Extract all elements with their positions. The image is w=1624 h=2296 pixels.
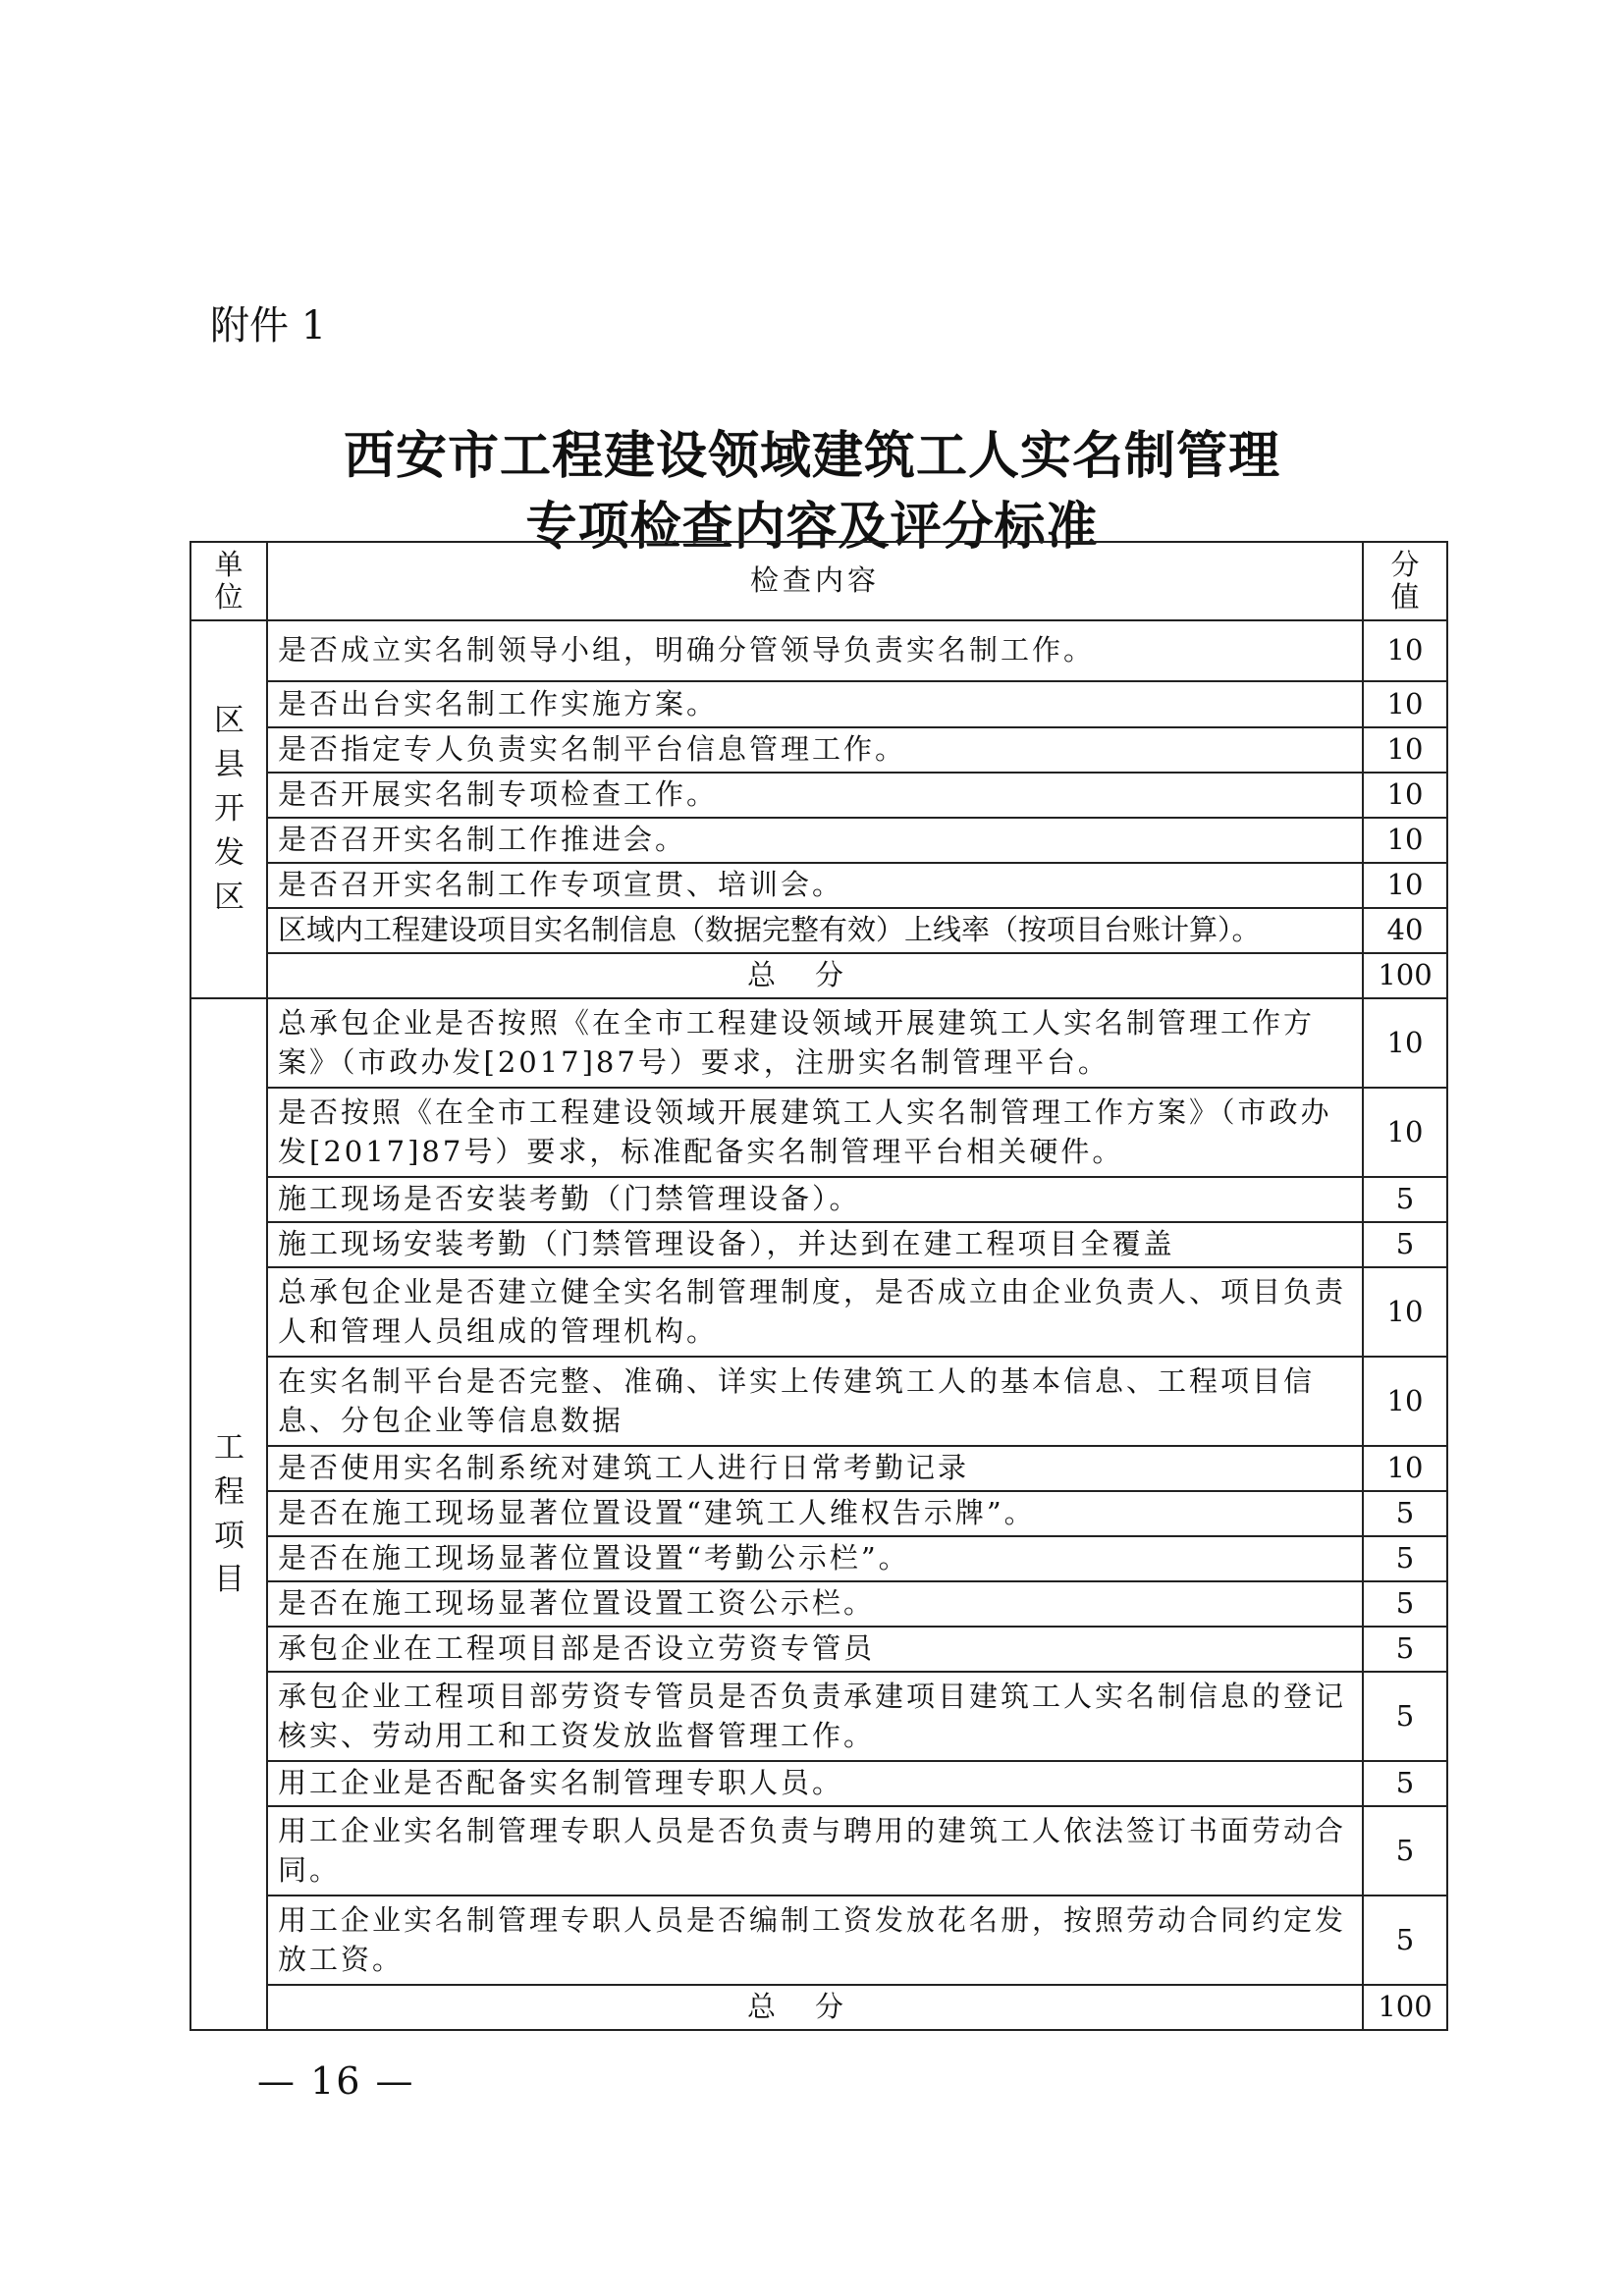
header-content: 检查内容 [267,542,1363,620]
row-score: 5 [1363,1896,1447,1985]
table-row [190,620,1447,681]
table-header-row [190,542,1447,620]
table-row [190,863,1447,908]
table-row [190,1357,1447,1446]
row-score: 10 [1363,681,1447,727]
row-score: 10 [1363,998,1447,1088]
table-row [190,1177,1447,1222]
row-content: 是否在施工现场显著位置设置工资公示栏。 [267,1581,1363,1627]
row-content: 承包企业在工程项目部是否设立劳资专管员 [267,1627,1363,1672]
header-unit: 单位 [190,542,267,620]
row-score: 10 [1363,620,1447,681]
row-score: 10 [1363,1446,1447,1491]
row-content: 是否开展实名制专项检查工作。 [267,773,1363,818]
row-content: 区域内工程建设项目实名制信息（数据完整有效）上线率（按项目台账计算）。 [267,908,1363,953]
table-row [190,1672,1447,1761]
table-row [190,773,1447,818]
table-row [190,1536,1447,1581]
document-title-line-1: 西安市工程建设领域建筑工人实名制管理 [343,426,1280,486]
total-row [190,953,1447,998]
row-content: 承包企业工程项目部劳资专管员是否负责承建项目建筑工人实名制信息的登记核实、劳动用工和工资发放监督管理工作。 [267,1672,1363,1761]
row-score: 10 [1363,773,1447,818]
section-unit-project: 工程项目 [190,998,267,2030]
row-score: 40 [1363,908,1447,953]
row-content: 施工现场安装考勤（门禁管理设备），并达到在建工程项目全覆盖 [267,1222,1363,1267]
page-number: — 16 — [257,2059,415,2103]
total-row [190,1985,1447,2030]
row-score: 10 [1363,1088,1447,1177]
table-row [190,681,1447,727]
table-row [190,1806,1447,1896]
table-row [190,1446,1447,1491]
table-row [190,998,1447,1088]
table-row [190,1627,1447,1672]
attachment-label: 附件 1 [210,303,327,348]
row-content: 是否按照《在全市工程建设领域开展建筑工人实名制管理工作方案》（市政办发[2017]87号）要求，标准配备实名制管理平台相关硬件。 [267,1088,1363,1177]
table-row [190,1088,1447,1177]
row-content: 在实名制平台是否完整、准确、详实上传建筑工人的基本信息、工程项目信息、分包企业等信息数据 [267,1357,1363,1446]
row-content: 总承包企业是否按照《在全市工程建设领域开展建筑工人实名制管理工作方案》（市政办发[2017]87号）要求，注册实名制管理平台。 [267,998,1363,1088]
table-row [190,1491,1447,1536]
row-score: 5 [1363,1581,1447,1627]
table-row [190,1267,1447,1357]
table-row [190,908,1447,953]
table-row [190,1896,1447,1985]
table-row [190,1581,1447,1627]
row-content: 是否召开实名制工作专项宣贯、培训会。 [267,863,1363,908]
table-row [190,1222,1447,1267]
row-score: 10 [1363,863,1447,908]
row-score: 5 [1363,1491,1447,1536]
row-score: 5 [1363,1806,1447,1896]
total-label: 总分 [267,1985,1363,2030]
row-score: 10 [1363,818,1447,863]
row-content: 是否出台实名制工作实施方案。 [267,681,1363,727]
row-content: 是否召开实名制工作推进会。 [267,818,1363,863]
inspection-table [189,541,1448,2031]
total-label: 总分 [267,953,1363,998]
row-score: 5 [1363,1627,1447,1672]
row-score: 10 [1363,1357,1447,1446]
row-content: 是否成立实名制领导小组，明确分管领导负责实名制工作。 [267,620,1363,681]
table-row [190,727,1447,773]
total-score: 100 [1363,953,1447,998]
row-score: 5 [1363,1761,1447,1806]
row-score: 10 [1363,727,1447,773]
row-content: 施工现场是否安装考勤（门禁管理设备）。 [267,1177,1363,1222]
row-content: 是否使用实名制系统对建筑工人进行日常考勤记录 [267,1446,1363,1491]
table-row [190,1761,1447,1806]
document-title-line-2: 专项检查内容及评分标准 [525,497,1099,557]
total-score: 100 [1363,1985,1447,2030]
table-row [190,818,1447,863]
header-score: 分值 [1363,542,1447,620]
row-content: 是否在施工现场显著位置设置“建筑工人维权告示牌”。 [267,1491,1363,1536]
row-score: 5 [1363,1536,1447,1581]
row-score: 5 [1363,1177,1447,1222]
section-unit-district: 区县开发区 [190,620,267,998]
row-content: 是否指定专人负责实名制平台信息管理工作。 [267,727,1363,773]
row-score: 10 [1363,1267,1447,1357]
row-content: 用工企业是否配备实名制管理专职人员。 [267,1761,1363,1806]
row-content: 用工企业实名制管理专职人员是否负责与聘用的建筑工人依法签订书面劳动合同。 [267,1806,1363,1896]
row-score: 5 [1363,1222,1447,1267]
row-content: 是否在施工现场显著位置设置“考勤公示栏”。 [267,1536,1363,1581]
row-content: 总承包企业是否建立健全实名制管理制度，是否成立由企业负责人、项目负责人和管理人员组成的管理机构。 [267,1267,1363,1357]
row-score: 5 [1363,1672,1447,1761]
row-content: 用工企业实名制管理专职人员是否编制工资发放花名册，按照劳动合同约定发放工资。 [267,1896,1363,1985]
